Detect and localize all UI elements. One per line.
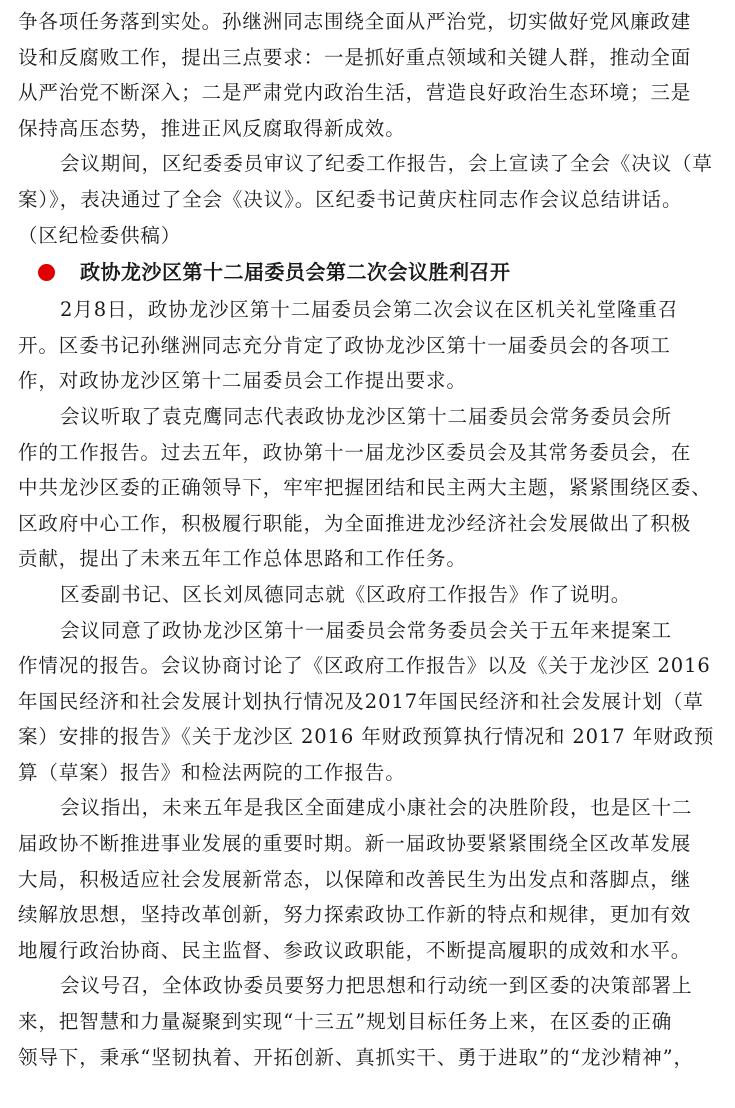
body-line: 中共龙沙区委的正确领导下，牢牢把握团结和民主两大主题，紧紧围绕区委、	[18, 476, 712, 500]
paragraph-first-line: 会议同意了政协龙沙区第十一届委员会常务委员会关于五年来提案工	[60, 618, 673, 642]
body-line: 贡献，提出了未来五年工作总体思路和工作任务。	[18, 547, 467, 571]
paragraph-first-line: 会议期间，区纪委委员审议了纪委工作报告，会上宣读了全会《决议（草	[60, 152, 713, 176]
body-line: 案）》，表决通过了全会《决议》。区纪委书记黄庆柱同志作会议总结讲话。	[18, 187, 683, 211]
paragraph-first-line: 2月8日，政协龙沙区第十二届委员会第二次会议在区机关礼堂隆重召	[60, 298, 679, 322]
paragraph-first-line: 区委副书记、区长刘凤德同志就《区政府工作报告》作了说明。	[60, 582, 632, 606]
body-line: 作情况的报告。会议协商讨论了《区政府工作报告》以及《关于龙沙区 2016	[18, 654, 711, 678]
body-line: 作，对政协龙沙区第十二届委员会工作提出要求。	[18, 369, 467, 393]
document-page	[18, 4, 730, 1075]
red-bullet-icon	[38, 264, 55, 281]
source-credit: （区纪检委供稿）	[18, 223, 182, 247]
section-heading-title: 政协龙沙区第十二届委员会第二次会议胜利召开	[80, 260, 511, 285]
body-line: 开。区委书记孙继洲同志充分肯定了政协龙沙区第十一届委员会的各项工	[18, 333, 671, 357]
paragraph-first-line: 会议指出，未来五年是我区全面建成小康社会的决胜阶段，也是区十二	[60, 796, 693, 820]
body-line: 届政协不断推进事业发展的重要时期。新一届政协要紧紧围绕全区改革发展	[18, 832, 692, 856]
body-line: 从严治党不断深入；二是严肃党内政治生活，营造良好政治生态环境；三是	[18, 81, 692, 105]
body-line: 领导下，秉承“坚韧执着、开拓创新、真抓实干、勇于进取”的“龙沙精神”，	[18, 1045, 694, 1069]
body-line: 地履行政治协商、民主监督、参政议政职能，不断提高履职的成效和水平。	[18, 938, 692, 962]
body-line: 来，把智慧和力量凝聚到实现“十三五”规划目标任务上来，在区委的正确	[18, 1010, 673, 1034]
body-line: 年国民经济和社会发展计划执行情况及2017年国民经济和社会发展计划（草	[18, 689, 704, 713]
paragraph-first-line: 会议号召，全体政协委员要努力把思想和行动统一到区委的决策部署上	[60, 974, 693, 998]
body-line: 案）安排的报告》《关于龙沙区 2016 年财政预算执行情况和 2017 年财政预	[18, 725, 715, 749]
body-line: 作的工作报告。过去五年，政协第十一届龙沙区委员会及其常务委员会，在	[18, 440, 692, 464]
body-line: 争各项任务落到实处。孙继洲同志围绕全面从严治党，切实做好党风廉政建	[18, 10, 692, 33]
section-heading	[18, 253, 730, 292]
body-line: 设和反腐败工作，提出三点要求：一是抓好重点领域和关键人群，推动全面	[18, 45, 692, 69]
body-line: 续解放思想，坚持改革创新，努力探索政协工作新的特点和规律，更加有效	[18, 903, 692, 927]
paragraph-first-line: 会议听取了袁克鹰同志代表政协龙沙区第十二届委员会常务委员会所	[60, 404, 673, 428]
body-line: 大局，积极适应社会发展新常态，以保障和改善民生为出发点和落脚点，继	[18, 867, 692, 891]
body-line: 区政府中心工作，积极履行职能，为全面推进龙沙经济社会发展做出了积极	[18, 511, 692, 535]
body-line: 算（草案）报告》和检法两院的工作报告。	[18, 760, 406, 784]
body-line: 保持高压态势，推进正风反腐取得新成效。	[18, 116, 406, 140]
